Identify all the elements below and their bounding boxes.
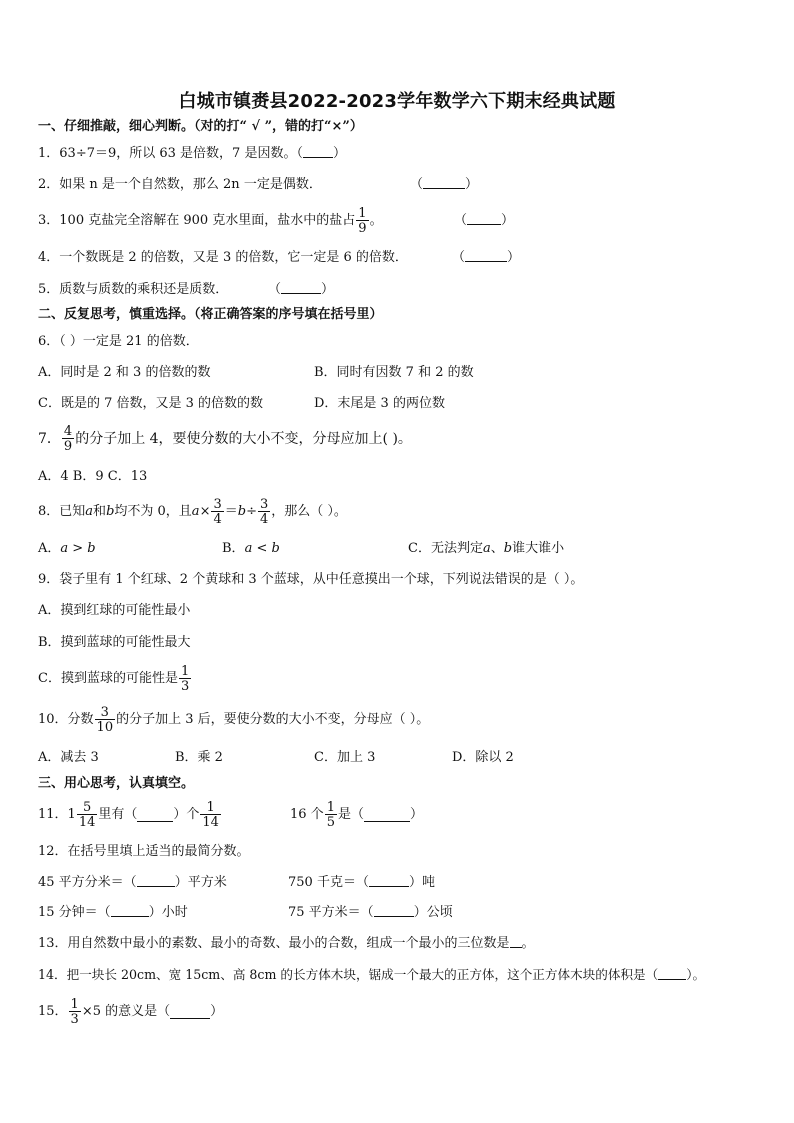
question-12-item-d xyxy=(288,904,453,922)
fraction: $\frac{1}{14}$ xyxy=(202,800,219,830)
question-10-option-c[interactable]: C．加上 3 xyxy=(314,750,376,765)
question-8-text-2: 和 xyxy=(93,504,107,519)
question-10 xyxy=(38,702,429,738)
question-13-end: 。 xyxy=(521,936,535,951)
question-3 xyxy=(38,204,515,238)
question-8-text: 8．已知 xyxy=(38,504,86,519)
fraction: $\frac{1}{3}$ xyxy=(180,664,190,694)
question-12-item-c xyxy=(38,904,188,922)
answer-blank[interactable] xyxy=(369,874,409,887)
question-3-text: 3．100 克盐完全溶解在 900 克水里面，盐水中的盐占 xyxy=(38,213,356,228)
variable-a: a xyxy=(482,541,491,556)
question-10-option-b[interactable]: B．乘 2 xyxy=(175,750,223,765)
item-text-2: ）公顷 xyxy=(413,905,453,920)
fraction: $\frac{3}{10}$ xyxy=(96,705,114,735)
variable-a: a xyxy=(85,504,94,519)
item-text: 45 平方分米＝（ xyxy=(38,875,137,890)
answer-paren-open: （ xyxy=(410,177,424,192)
question-8-option-a[interactable] xyxy=(38,540,96,558)
answer-blank[interactable] xyxy=(658,967,686,980)
question-11-text: 里有（ xyxy=(98,807,138,822)
question-5 xyxy=(38,281,335,299)
answer-paren-open: （ xyxy=(296,146,303,161)
question-15 xyxy=(38,994,223,1030)
question-12-item-a xyxy=(38,874,227,892)
section-3-heading: 三、用心思考，认真填空。 xyxy=(38,776,195,791)
question-15-number: 15． xyxy=(38,1004,68,1019)
answer-blank[interactable] xyxy=(137,809,173,822)
item-text-2: ）小时 xyxy=(148,905,188,920)
item-text-2: ）吨 xyxy=(408,875,435,890)
question-14-text: 14．把一块长 20cm、宽 15cm、高 8cm 的长方体木块，锯成一个最大的正方体，这个正方体木块的体积是（ xyxy=(38,967,659,982)
answer-paren-open: （ xyxy=(454,213,468,228)
question-2 xyxy=(38,176,479,194)
option-expr: a < b xyxy=(244,541,280,556)
divide-sign: ÷ xyxy=(246,504,257,519)
answer-blank[interactable] xyxy=(170,1006,210,1019)
question-14 xyxy=(38,966,705,984)
question-9-option-c[interactable] xyxy=(38,661,192,697)
item-text-2: ）平方米 xyxy=(174,875,227,890)
question-11-number: 11． xyxy=(38,807,68,822)
page-title: 白城市镇赉县2022-2023学年数学六下期末经典试题 xyxy=(178,91,616,112)
option-label: B． xyxy=(222,541,245,556)
question-3-end: 。 xyxy=(369,213,383,228)
answer-blank[interactable] xyxy=(364,809,410,822)
option-text: C．摸到蓝球的可能性是 xyxy=(38,671,178,686)
answer-paren-close: ） xyxy=(501,213,515,228)
question-4 xyxy=(38,249,521,267)
question-12: 12．在括号里填上适当的最简分数。 xyxy=(38,844,250,859)
fraction: $\frac{1}{3}$ xyxy=(70,997,79,1027)
question-10-option-a[interactable]: A．减去 3 xyxy=(38,750,99,765)
answer-slot xyxy=(452,249,520,267)
answer-blank[interactable] xyxy=(423,176,465,189)
answer-paren-close: ） xyxy=(507,250,521,265)
question-6-option-a[interactable]: A．同时是 2 和 3 的倍数的数 xyxy=(38,365,211,380)
answer-blank[interactable] xyxy=(281,281,321,294)
variable-b: b xyxy=(503,541,513,556)
item-text: 75 平方米＝（ xyxy=(288,905,374,920)
answer-paren-open: （ xyxy=(268,282,282,297)
question-15-text: ×5 的意义是（ xyxy=(81,1004,171,1019)
times-sign: × xyxy=(199,504,211,519)
section-2-heading: 二、反复思考，慎重选择。（将正确答案的序号填在括号里） xyxy=(38,307,383,322)
fraction: $\frac{1}{9}$ xyxy=(358,206,367,236)
answer-blank[interactable] xyxy=(465,249,507,262)
equals-sign: ＝ xyxy=(224,504,238,519)
answer-paren-close: ） xyxy=(465,177,479,192)
question-6-option-c[interactable]: C．既是的 7 倍数，又是 3 的倍数的数 xyxy=(38,396,264,411)
variable-a: a xyxy=(191,504,200,519)
option-label: C．无法判定 xyxy=(408,541,483,556)
option-label: A． xyxy=(38,541,61,556)
fraction: $\frac{3}{4}$ xyxy=(213,497,222,527)
question-11-text-3: 16 个 xyxy=(290,807,324,822)
question-9-option-a[interactable]: A．摸到红球的可能性最小 xyxy=(38,603,191,618)
question-2-text: 2．如果 n 是一个自然数，那么 2n 一定是偶数． xyxy=(38,177,322,192)
answer-paren-close: ） xyxy=(332,146,346,161)
fraction: $\frac{4}{9}$ xyxy=(63,424,73,454)
question-10-text: 10．分数 xyxy=(38,712,94,727)
question-13 xyxy=(38,935,535,953)
question-14-end: ）。 xyxy=(686,967,706,982)
question-6-option-b[interactable]: B．同时有因数 7 和 2 的数 xyxy=(314,365,474,380)
question-4-text: 4．一个数既是 2 的倍数，又是 3 的倍数，它一定是 6 的倍数． xyxy=(38,250,408,265)
question-1 xyxy=(38,145,346,163)
fraction: $\frac{1}{5}$ xyxy=(326,800,335,830)
answer-paren-close: ） xyxy=(321,282,335,297)
mixed-whole: 1 xyxy=(67,807,76,822)
item-text: 15 分钟＝（ xyxy=(38,905,111,920)
question-11-right xyxy=(290,797,423,833)
question-5-text: 5．质数与质数的乘积还是质数． xyxy=(38,282,229,297)
answer-blank[interactable] xyxy=(303,145,333,158)
question-7-options[interactable]: A．4 B．9 C．13 xyxy=(38,469,148,484)
question-7-text: 的分子加上 4，要使分数的大小不变，分母应加上( )。 xyxy=(75,431,412,447)
answer-blank[interactable] xyxy=(374,904,414,917)
question-11-text-2: ）个 xyxy=(173,807,200,822)
question-9: 9．袋子里有 1 个红球、2 个黄球和 3 个蓝球，从中任意摸出一个球，下列说法错误的是（ ）。 xyxy=(38,572,584,587)
question-8-text-4: ，那么（ ）。 xyxy=(271,504,347,519)
question-11 xyxy=(38,797,423,833)
answer-paren-close: ） xyxy=(210,1004,224,1019)
section-1-heading: 一、仔细推敲，细心判断。（对的打“ √ ”，错的打“×”） xyxy=(38,119,363,134)
question-11-text-4: 是（ xyxy=(337,807,364,822)
question-7-number: 7． xyxy=(38,431,61,447)
answer-paren-close: ） xyxy=(409,807,423,822)
answer-slot xyxy=(410,176,478,194)
question-10-text-2: 的分子加上 3 后，要使分数的大小不变，分母应（ ）。 xyxy=(116,712,430,727)
question-13-text: 13．用自然数中最小的素数、最小的奇数、最小的合数，组成一个最小的三位数是 xyxy=(38,936,510,951)
answer-blank[interactable] xyxy=(111,904,149,917)
answer-blank[interactable] xyxy=(467,212,501,225)
question-6-option-d[interactable]: D．末尾是 3 的两位数 xyxy=(314,396,445,411)
option-expr: a > b xyxy=(60,541,96,556)
fraction: $\frac{3}{4}$ xyxy=(260,497,269,527)
answer-slot xyxy=(454,212,514,230)
question-8-option-c[interactable] xyxy=(408,540,564,558)
question-7 xyxy=(38,422,412,456)
question-9-option-b[interactable]: B．摸到蓝球的可能性最大 xyxy=(38,635,191,650)
option-text: 谁大谁小 xyxy=(512,541,565,556)
question-6: 6．（ ）一定是 21 的倍数． xyxy=(38,334,199,349)
variable-b: b xyxy=(106,504,115,519)
question-1-text: 1．63÷7＝9，所以 63 是倍数，7 是因数。 xyxy=(38,146,297,161)
question-12-item-b xyxy=(288,874,435,892)
question-8 xyxy=(38,494,347,530)
question-8-option-b[interactable] xyxy=(222,540,280,558)
answer-slot xyxy=(268,281,334,299)
answer-blank[interactable] xyxy=(510,935,522,948)
variable-b: b xyxy=(237,504,247,519)
answer-blank[interactable] xyxy=(137,874,175,887)
question-10-option-d[interactable]: D．除以 2 xyxy=(452,750,514,765)
fraction: $\frac{5}{14}$ xyxy=(78,800,96,830)
separator: 、 xyxy=(490,541,504,556)
answer-paren-open: （ xyxy=(452,250,466,265)
item-text: 750 千克＝（ xyxy=(288,875,369,890)
question-8-text-3: 均不为 0，且 xyxy=(114,504,192,519)
